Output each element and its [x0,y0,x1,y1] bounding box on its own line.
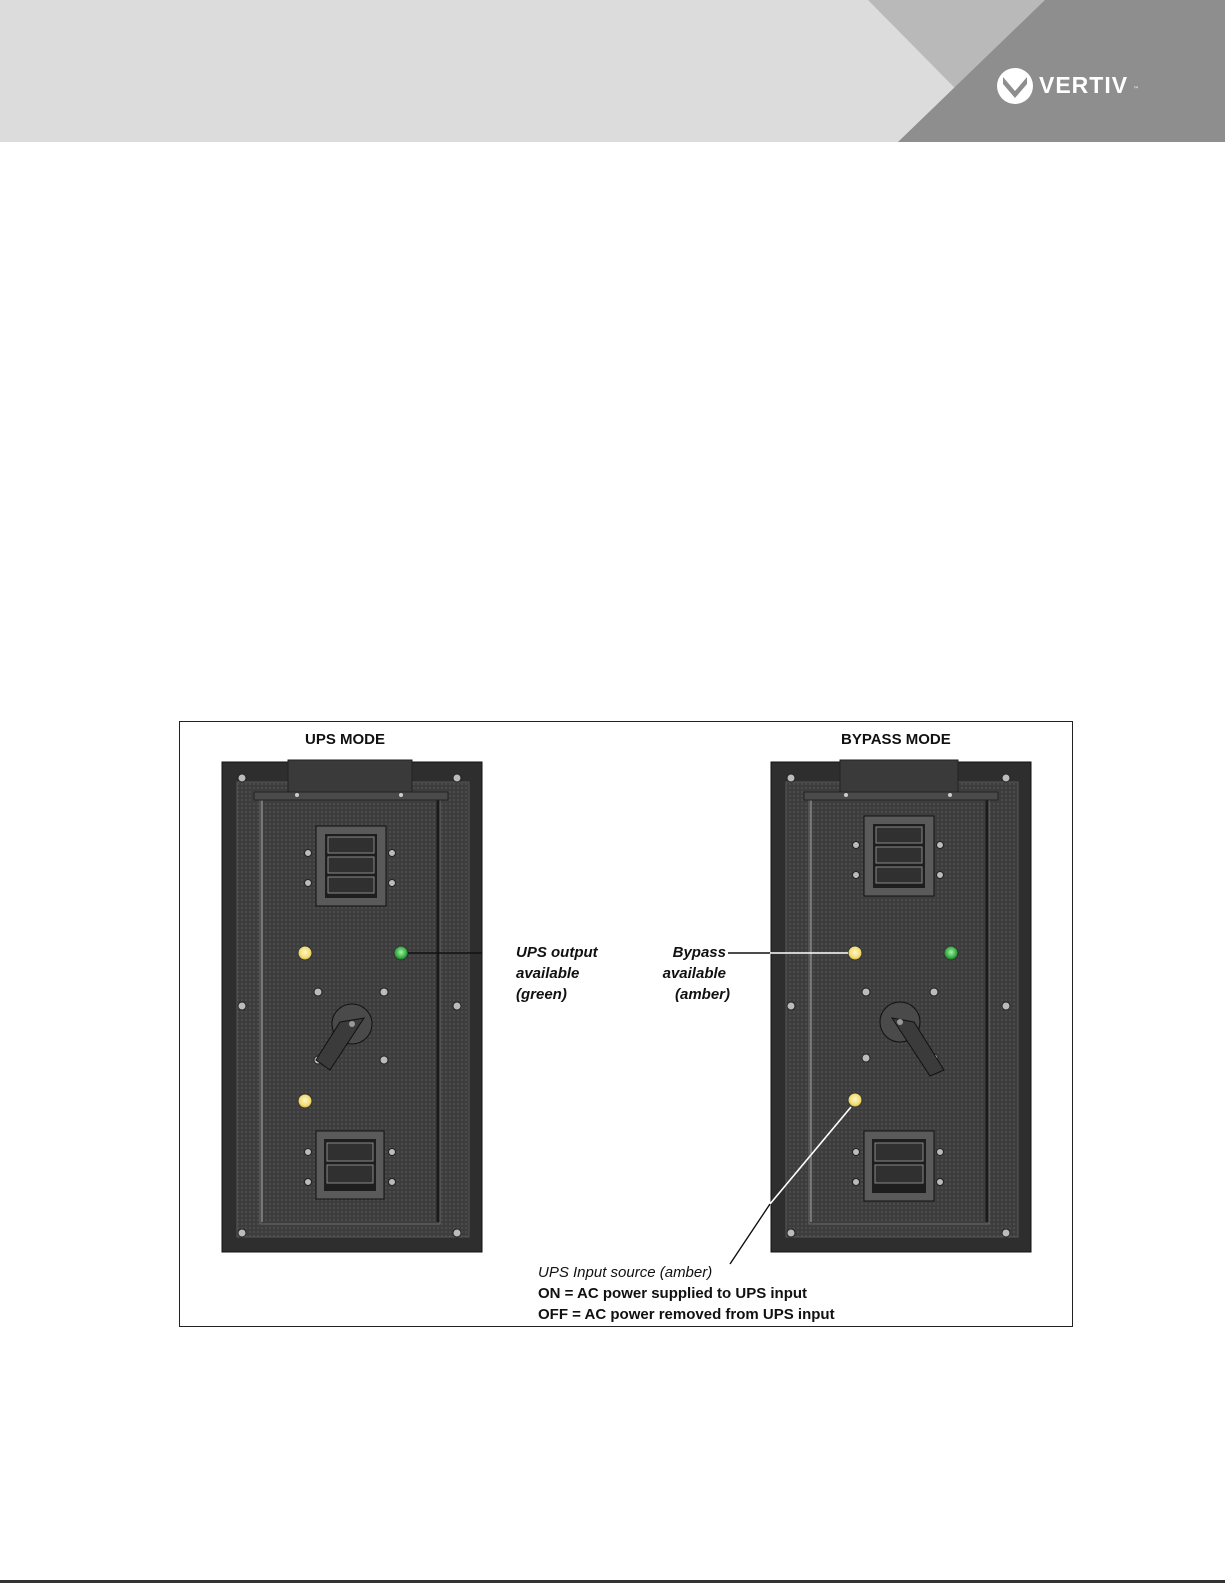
footer-rule [0,1580,1225,1583]
input-source-off: OFF = AC power removed from UPS input [538,1306,835,1323]
bypass-line-1: Bypass [672,944,726,961]
ups-output-line-1: UPS output [516,944,598,961]
bypass-line-3: (amber) [674,986,730,1003]
bypass-mode-title: BYPASS MODE [841,731,951,748]
brand-name: VERTIV [1039,72,1129,98]
bypass-callout [658,942,730,1005]
ups-output-callout [516,942,598,1005]
bypass-line-2: available [662,965,726,982]
page-header [0,0,1225,142]
input-source-on: ON = AC power supplied to UPS input [538,1285,808,1302]
bypass-switch-figure [179,721,1073,1327]
bypass-mode-panel [771,760,1031,1252]
ups-mode-panel [222,760,482,1252]
input-source-callout [538,1262,835,1325]
input-source-title: UPS Input source (amber) [538,1264,713,1281]
trademark: ™ [1133,86,1139,93]
switch-panels-diagram [180,722,1074,1328]
ups-mode-title: UPS MODE [305,731,386,748]
vertiv-logo [995,66,1145,106]
ups-output-line-3: (green) [516,986,567,1003]
ups-output-line-2: available [516,965,580,982]
vertiv-logo-icon [995,66,1035,106]
